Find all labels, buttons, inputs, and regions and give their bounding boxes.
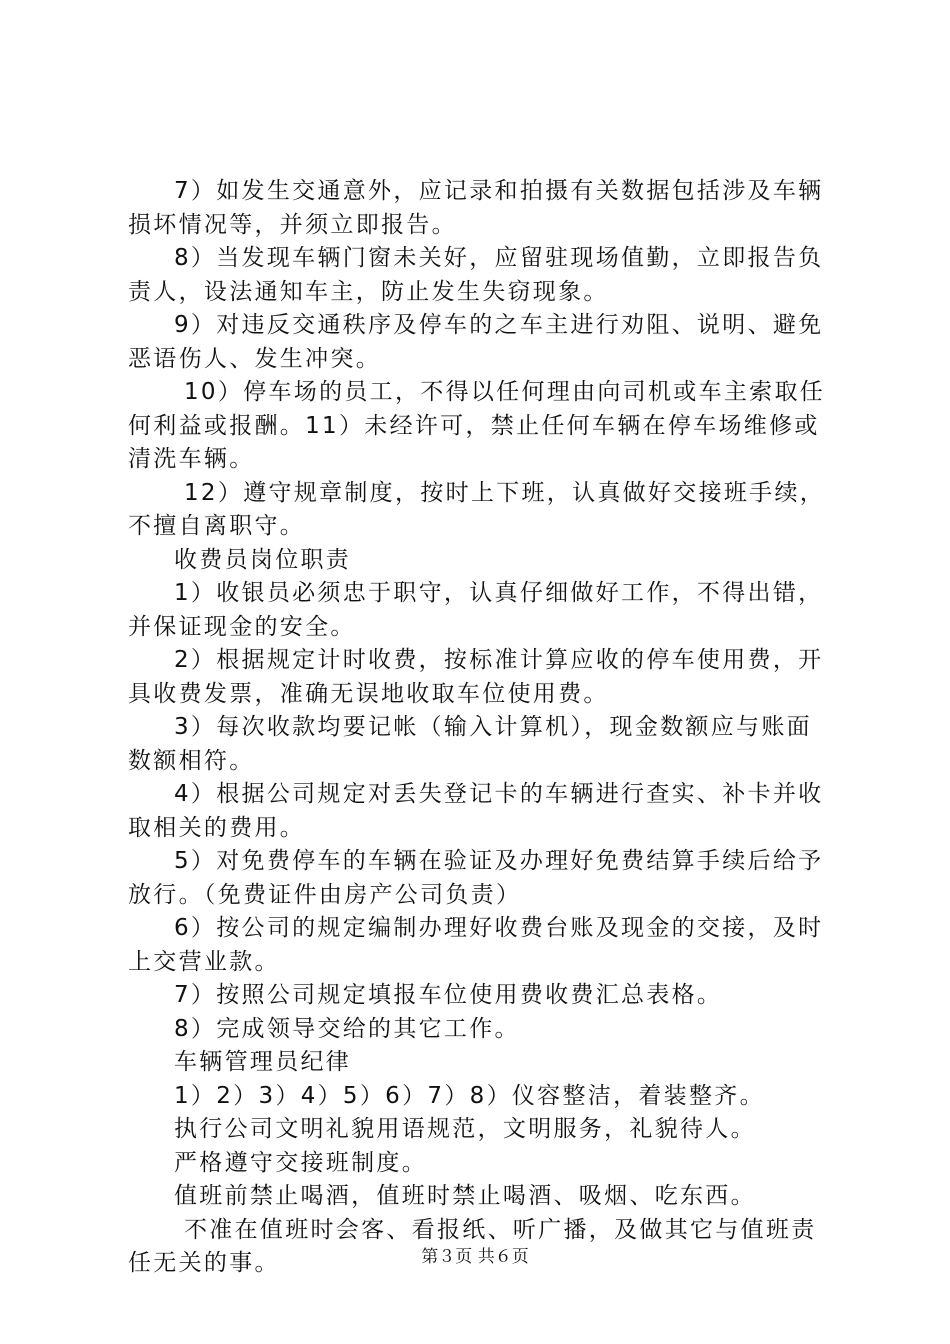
- paragraph-no-bribes: 10）停车场的员工，不得以任何理由向司机或车主索取任何利益或报酬。11）未经许可，禁止任何车辆在停车场维修或清洗车辆。: [128, 379, 826, 472]
- paragraph-discipline-no-drinking: 值班前禁止喝酒，值班时禁止喝酒、吸烟、吃东西。: [174, 1183, 756, 1209]
- paragraph-shift-handover: 12）遵守规章制度，按时上下班，认真做好交接班手续，不擅自离职守。: [128, 479, 826, 539]
- paragraph-cashier-2: 2）根据规定计时收费，按标准计算应收的停车使用费，开具收费发票，准确无误地收取车位使用费。: [128, 647, 824, 707]
- paragraph-cashier-6: 6）按公司的规定编制办理好收费台账及现金的交接，及时上交营业款。: [128, 915, 824, 975]
- paragraph-discipline-appearance: 1）2）3）4）5）6）7）8）仪容整洁，着装整齐。: [174, 1082, 765, 1109]
- page-number-footer: 第３页 共６页: [421, 1247, 529, 1267]
- paragraph-discipline-courtesy: 执行公司文明礼貌用语规范，文明服务，礼貌待人。: [174, 1116, 756, 1142]
- section-heading-cashier-duties: 收费员岗位职责: [174, 546, 352, 573]
- paragraph-traffic-order: 9）对违反交通秩序及停车的之车主进行劝阻、说明、避免恶语伤人、发生冲突。: [128, 312, 824, 372]
- paragraph-doors-windows: 8）当发现车辆门窗未关好，应留驻现场值勤，立即报告负责人，设法通知车主，防止发生失窃现象。: [128, 245, 824, 305]
- paragraph-cashier-7: 7）按照公司规定填报车位使用费收费汇总表格。: [174, 982, 723, 1008]
- document-body: [128, 175, 828, 1281]
- paragraph-traffic-accident: 7）如发生交通意外，应记录和拍摄有关数据包括涉及车辆损坏情况等，并须立即报告。: [128, 178, 824, 238]
- paragraph-cashier-1: 1）收银员必须忠于职守，认真仔细做好工作，不得出错，并保证现金的安全。: [128, 580, 824, 640]
- section-heading-vehicle-admin-discipline: 车辆管理员纪律: [174, 1049, 352, 1075]
- paragraph-discipline-no-distractions: 不准在值班时会客、看报纸、听广播，及做其它与值班责任无关的事。: [128, 1216, 817, 1276]
- paragraph-cashier-8: 8）完成领导交给的其它工作。: [174, 1015, 520, 1042]
- paragraph-cashier-5: 5）对免费停车的车辆在验证及办理好免费结算手续后给予放行。（免费证件由房产公司负责）: [128, 848, 824, 908]
- paragraph-cashier-4: 4）根据公司规定对丢失登记卡的车辆进行查实、补卡并收取相关的费用。: [128, 781, 824, 841]
- paragraph-cashier-3: 3）每次收款均要记帐（输入计算机），现金数额应与账面数额相符。: [128, 714, 812, 774]
- paragraph-discipline-handover: 严格遵守交接班制度。: [174, 1149, 427, 1176]
